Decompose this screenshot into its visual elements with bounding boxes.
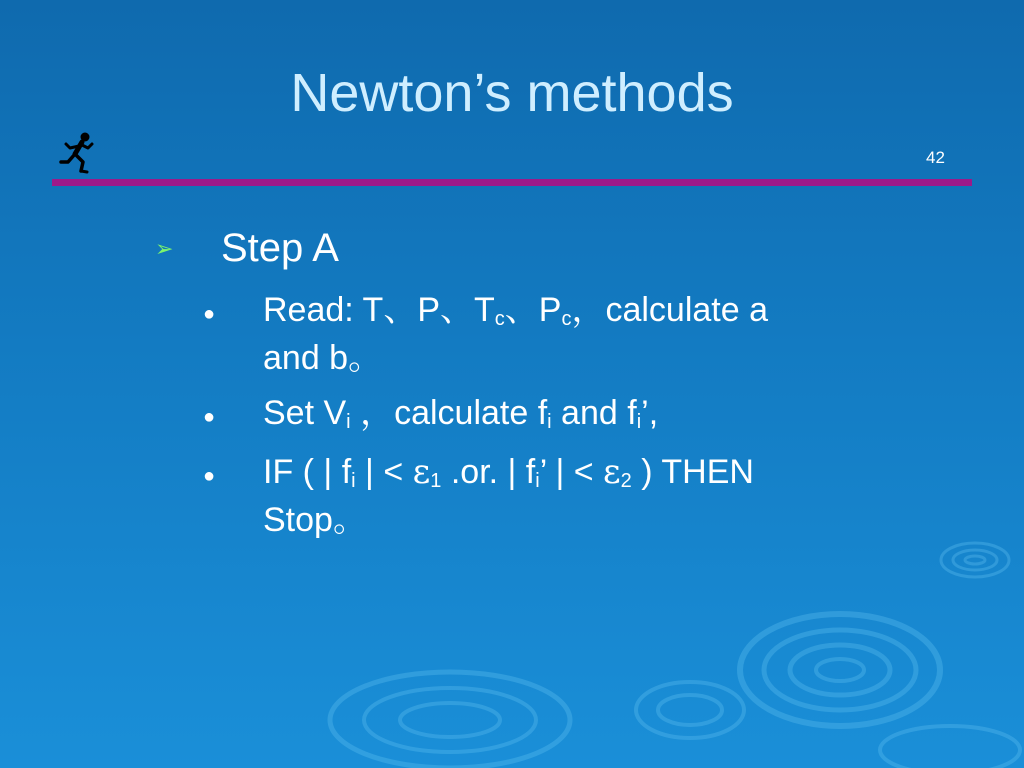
subscript: c bbox=[494, 308, 505, 330]
title-divider bbox=[52, 179, 972, 186]
text-segment: IF ( | f bbox=[263, 453, 352, 491]
bullet-dot-icon: ● bbox=[203, 465, 216, 487]
text-segment: Set V bbox=[263, 394, 347, 432]
text-segment: ’ | < bbox=[539, 453, 604, 491]
list-item-if-continued: Stop。 bbox=[263, 501, 367, 539]
arrow-bullet-icon: ➢ bbox=[155, 236, 174, 261]
subscript: c bbox=[561, 308, 572, 330]
list-item-set bbox=[263, 393, 658, 433]
text-segment: ’, bbox=[641, 394, 659, 432]
subscript: 2 bbox=[620, 470, 632, 492]
text-segment: .or. | f bbox=[441, 453, 536, 491]
text-segment: and f bbox=[551, 394, 637, 432]
bullet-dot-icon: ● bbox=[203, 406, 216, 428]
subscript: i bbox=[547, 411, 552, 433]
subscript: i bbox=[351, 470, 356, 492]
list-item-read-continued: and b。 bbox=[263, 339, 383, 377]
epsilon-symbol: ε bbox=[603, 452, 621, 492]
text-segment: Read: T、P、T bbox=[263, 291, 495, 329]
subscript: 1 bbox=[430, 470, 442, 492]
step-heading: Step A bbox=[221, 226, 339, 270]
page-number: 42 bbox=[926, 148, 945, 167]
text-segment: ，calculate a bbox=[571, 291, 769, 329]
subscript: i bbox=[636, 411, 642, 433]
text-segment: | < bbox=[355, 453, 413, 491]
list-item-read bbox=[263, 290, 768, 330]
running-man-icon bbox=[58, 130, 98, 176]
bullet-dot-icon: ● bbox=[203, 303, 216, 325]
text-segment: 、P bbox=[504, 291, 562, 329]
list-item-if bbox=[263, 452, 754, 492]
subscript: i bbox=[346, 411, 351, 433]
subscript: i bbox=[535, 470, 540, 492]
slide-title: Newton’s methods bbox=[290, 63, 734, 123]
text-segment: ，calculate f bbox=[350, 394, 548, 432]
epsilon-symbol: ε bbox=[412, 452, 431, 492]
text-segment: ) THEN bbox=[631, 453, 754, 491]
